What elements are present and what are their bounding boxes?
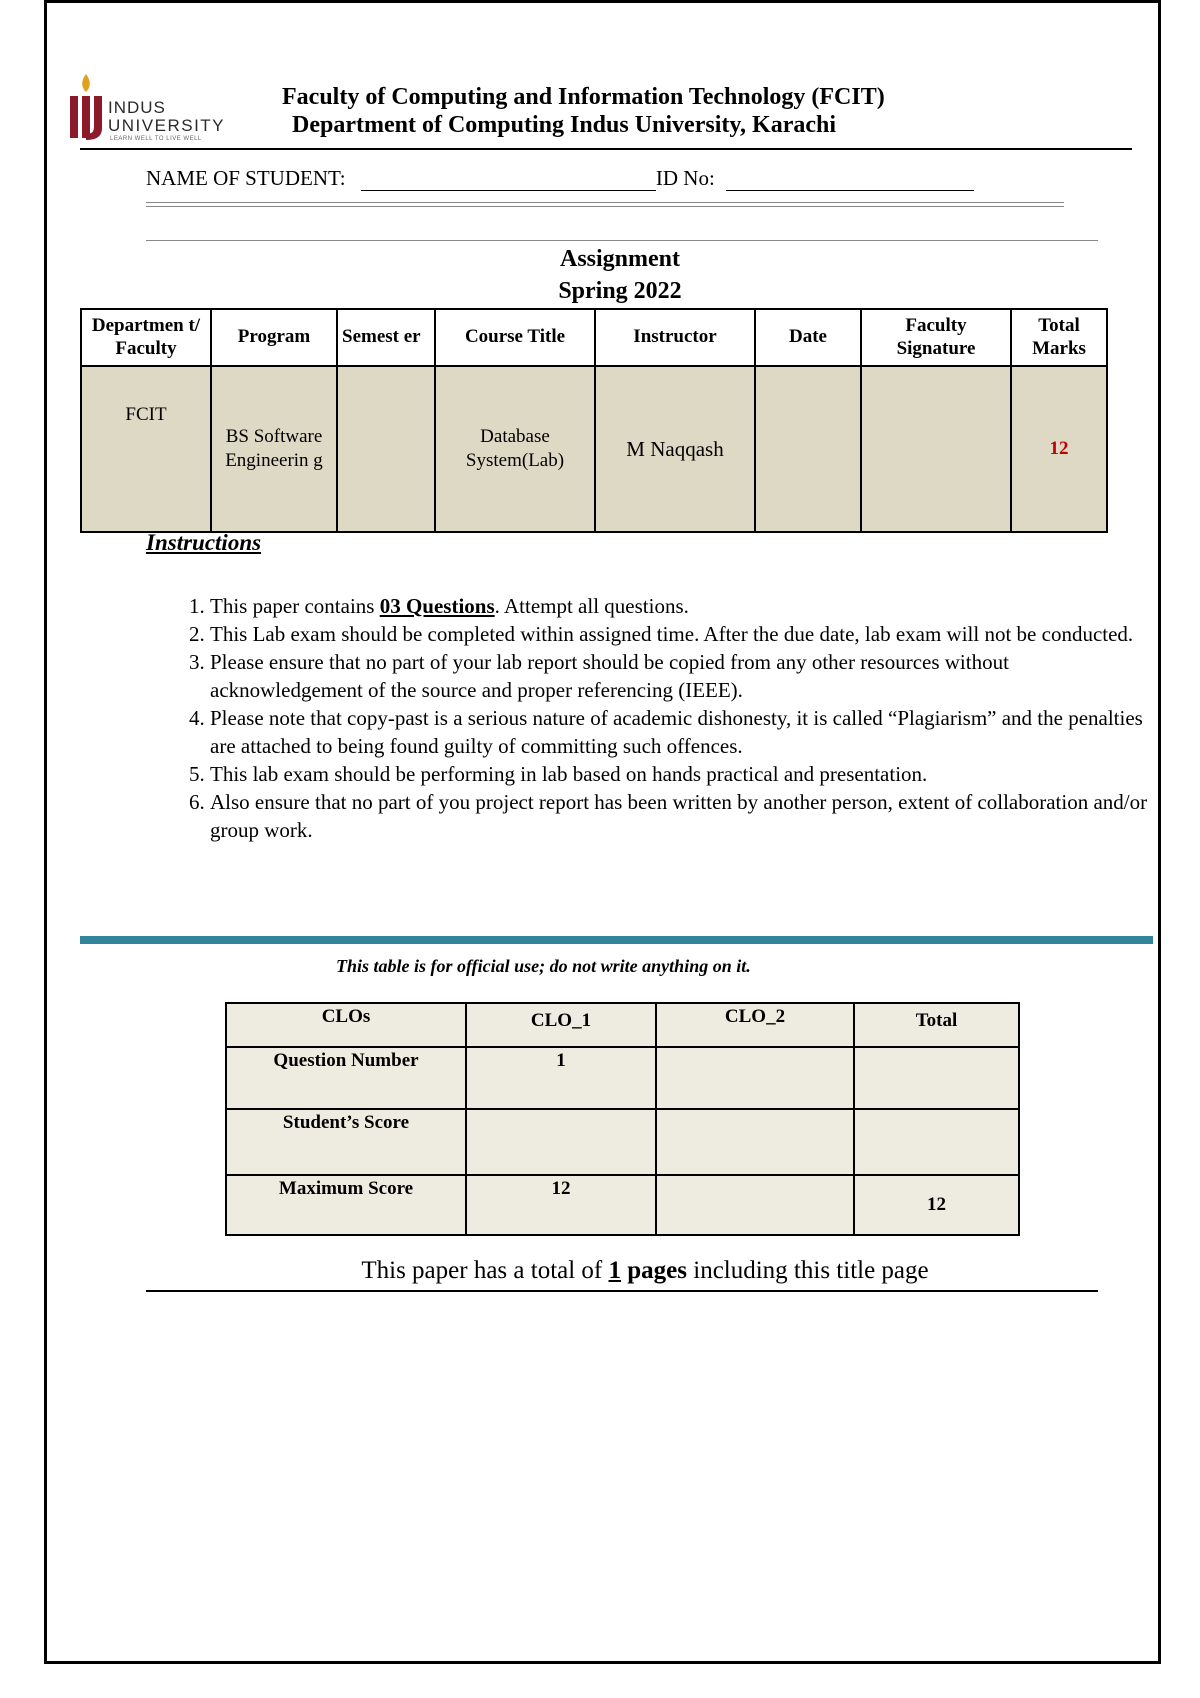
info-data-row (81, 366, 1107, 532)
page-count-pre: This paper has a total of (361, 1257, 609, 1284)
cell-instructor: M Naqqash (595, 366, 755, 532)
header-semester: Semest er (337, 309, 435, 366)
instruction-item: 6. Also ensure that no part of you project report has been written by another person, extent of collaboration and/or group work. (210, 788, 1150, 844)
page-count-post: including this title page (687, 1257, 929, 1284)
header-program: Program (211, 309, 337, 366)
footer-rule (146, 1290, 1098, 1292)
page-count-number: 1 (608, 1257, 622, 1284)
row-label-question: Question Number (226, 1047, 466, 1109)
id-label: ID No: (655, 166, 715, 190)
instruction-1-post: . Attempt all questions. (494, 594, 689, 618)
clo-header-clo1: CLO_1 (466, 1003, 656, 1047)
page-count-unit: pages (621, 1257, 687, 1284)
header-instructor: Instructor (595, 309, 755, 366)
header-rule (80, 148, 1132, 150)
assignment-title: Assignment (559, 246, 680, 272)
id-field[interactable] (726, 172, 974, 191)
cell-question-clo1: 1 (466, 1047, 656, 1109)
name-label: NAME OF STUDENT: (146, 166, 346, 190)
cell-max-clo2 (656, 1175, 854, 1235)
cell-max-clo1: 12 (466, 1175, 656, 1235)
cell-score-clo1[interactable] (466, 1109, 656, 1175)
info-header-row (81, 309, 1107, 366)
section-divider (80, 936, 1153, 944)
clo-table (225, 1002, 1020, 1236)
instruction-item (210, 592, 1150, 620)
cell-question-clo2 (656, 1047, 854, 1109)
cell-score-total[interactable] (854, 1109, 1019, 1175)
cell-max-total: 12 (854, 1175, 1019, 1235)
official-use-note: This table is for official use; do not write anything on it. (336, 956, 751, 976)
course-info-table (80, 308, 1108, 533)
instruction-item: 4. Please note that copy-past is a serious nature of academic dishonesty, it is called “Plagiarism” and the penalties are attached to being found guilty of committing such offences. (210, 704, 1150, 760)
row-label-max-score: Maximum Score (226, 1175, 466, 1235)
instruction-item: 5. This lab exam should be performing in lab based on hands practical and presentation. (210, 760, 1150, 788)
clo-header-clos: CLOs (226, 1003, 466, 1047)
logo-text-university: UNIVERSITY (108, 116, 226, 135)
name-field[interactable] (361, 172, 656, 191)
header-date: Date (755, 309, 861, 366)
cell-course-title: Database System(Lab) (435, 366, 595, 532)
page-count-statement (0, 1257, 1200, 1285)
cell-program: BS Software Engineerin g (211, 366, 337, 532)
instructions-list (160, 592, 1150, 844)
instruction-item: 2. This Lab exam should be completed within assigned time. After the due date, lab exam will not be conducted. (210, 620, 1150, 648)
instructions-heading: Instructions (146, 530, 262, 555)
table-row (226, 1109, 1019, 1175)
clo-header-total: Total (854, 1003, 1019, 1047)
clo-header-clo2: CLO_2 (656, 1003, 854, 1047)
logo-text-indus: INDUS (108, 98, 166, 117)
header-department: Departmen t/ Faculty (81, 309, 211, 366)
cell-semester[interactable] (337, 366, 435, 532)
cell-signature[interactable] (861, 366, 1011, 532)
cell-date[interactable] (755, 366, 861, 532)
cell-department: FCIT (81, 366, 211, 532)
header-signature: Faculty Signature (861, 309, 1011, 366)
header-course-title: Course Title (435, 309, 595, 366)
instruction-1-pre: This paper contains (210, 594, 380, 618)
separator-rule (146, 240, 1098, 241)
university-logo (66, 72, 256, 144)
cell-total-marks: 12 (1011, 366, 1107, 532)
header-total-marks: Total Marks (1011, 309, 1107, 366)
table-row (226, 1047, 1019, 1109)
clo-header-row (226, 1003, 1019, 1047)
logo-tagline: LEARN WELL TO LIVE WELL (110, 136, 202, 142)
department-title: Department of Computing Indus University, Karachi (292, 112, 837, 138)
logo-flame-icon (66, 72, 106, 144)
student-fields (146, 166, 974, 191)
cell-question-total (854, 1047, 1019, 1109)
table-row (226, 1175, 1019, 1235)
instruction-item: 3. Please ensure that no part of your lab report should be copied from any other resources without acknowledgement of the source and proper referencing (IEEE). (210, 648, 1150, 704)
row-label-student-score: Student’s Score (226, 1109, 466, 1175)
double-rule-top (146, 202, 1064, 203)
double-rule-bottom (146, 206, 1064, 207)
faculty-title: Faculty of Computing and Information Technology (FCIT) (282, 84, 885, 110)
instruction-1-bold: 03 Questions (379, 594, 495, 618)
cell-score-clo2[interactable] (656, 1109, 854, 1175)
term-title: Spring 2022 (558, 278, 682, 304)
